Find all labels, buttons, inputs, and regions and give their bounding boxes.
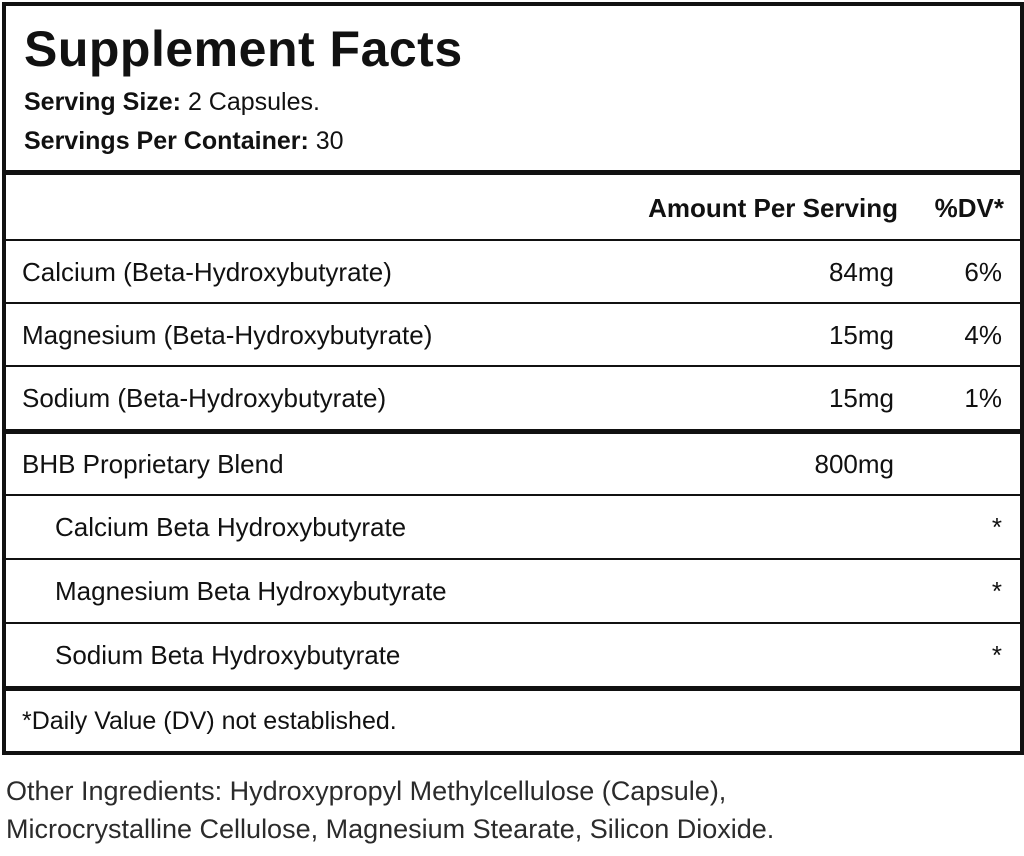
blend-item-name: Calcium Beta Hydroxybutyrate: [55, 512, 407, 542]
servings-per-container-value: 30: [308, 127, 344, 155]
nutrient-amount: 15mg: [828, 383, 894, 413]
divider: [6, 239, 1020, 241]
nutrient-dv: 6%: [964, 257, 1002, 287]
blend-item-row: [6, 561, 1020, 621]
servings-per-container-label: Servings Per Container:: [24, 127, 309, 155]
dv-footnote: *Daily Value (DV) not established.: [22, 707, 397, 735]
nutrient-name: Magnesium (Beta-Hydroxybutyrate): [22, 320, 433, 350]
nutrient-amount: 84mg: [828, 257, 894, 287]
other-ingredients-line-1: Other Ingredients: Hydroxypropyl Methylcellulose (Capsule),: [6, 776, 727, 806]
nutrient-dv: 1%: [964, 383, 1002, 413]
divider: [6, 302, 1020, 304]
supplement-facts-panel: [2, 2, 1024, 755]
thick-divider: [6, 170, 1020, 175]
dv-column-header: %DV*: [934, 193, 1004, 223]
column-header-row: [6, 178, 1020, 238]
blend-item-dv: *: [991, 640, 1002, 670]
blend-amount: 800mg: [814, 449, 894, 479]
nutrient-row: [6, 305, 1020, 365]
blend-row: [6, 434, 1020, 494]
serving-size-value: 2 Capsules.: [181, 88, 320, 116]
divider: [6, 494, 1020, 496]
other-ingredients: [6, 772, 1016, 848]
nutrient-dv: 4%: [964, 320, 1002, 350]
thick-divider: [6, 686, 1020, 691]
blend-item-dv: *: [991, 512, 1002, 542]
divider: [6, 558, 1020, 560]
nutrient-name: Calcium (Beta-Hydroxybutyrate): [22, 257, 392, 287]
nutrient-amount: 15mg: [828, 320, 894, 350]
blend-item-name: Sodium Beta Hydroxybutyrate: [55, 640, 401, 670]
serving-size: [24, 86, 320, 118]
blend-item-name: Magnesium Beta Hydroxybutyrate: [55, 576, 447, 606]
servings-per-container: [24, 125, 344, 157]
panel-title: Supplement Facts: [24, 21, 463, 77]
amount-column-header: Amount Per Serving: [648, 193, 898, 223]
blend-item-row: [6, 625, 1020, 685]
nutrient-name: Sodium (Beta-Hydroxybutyrate): [22, 383, 387, 413]
nutrient-row: [6, 368, 1020, 428]
blend-item-dv: *: [991, 576, 1002, 606]
divider: [6, 622, 1020, 624]
serving-size-label: Serving Size:: [24, 88, 181, 116]
other-ingredients-line-2: Microcrystalline Cellulose, Magnesium Stearate, Silicon Dioxide.: [6, 814, 775, 844]
blend-item-row: [6, 497, 1020, 557]
divider: [6, 365, 1020, 367]
nutrient-row: [6, 242, 1020, 302]
blend-name: BHB Proprietary Blend: [22, 449, 284, 479]
